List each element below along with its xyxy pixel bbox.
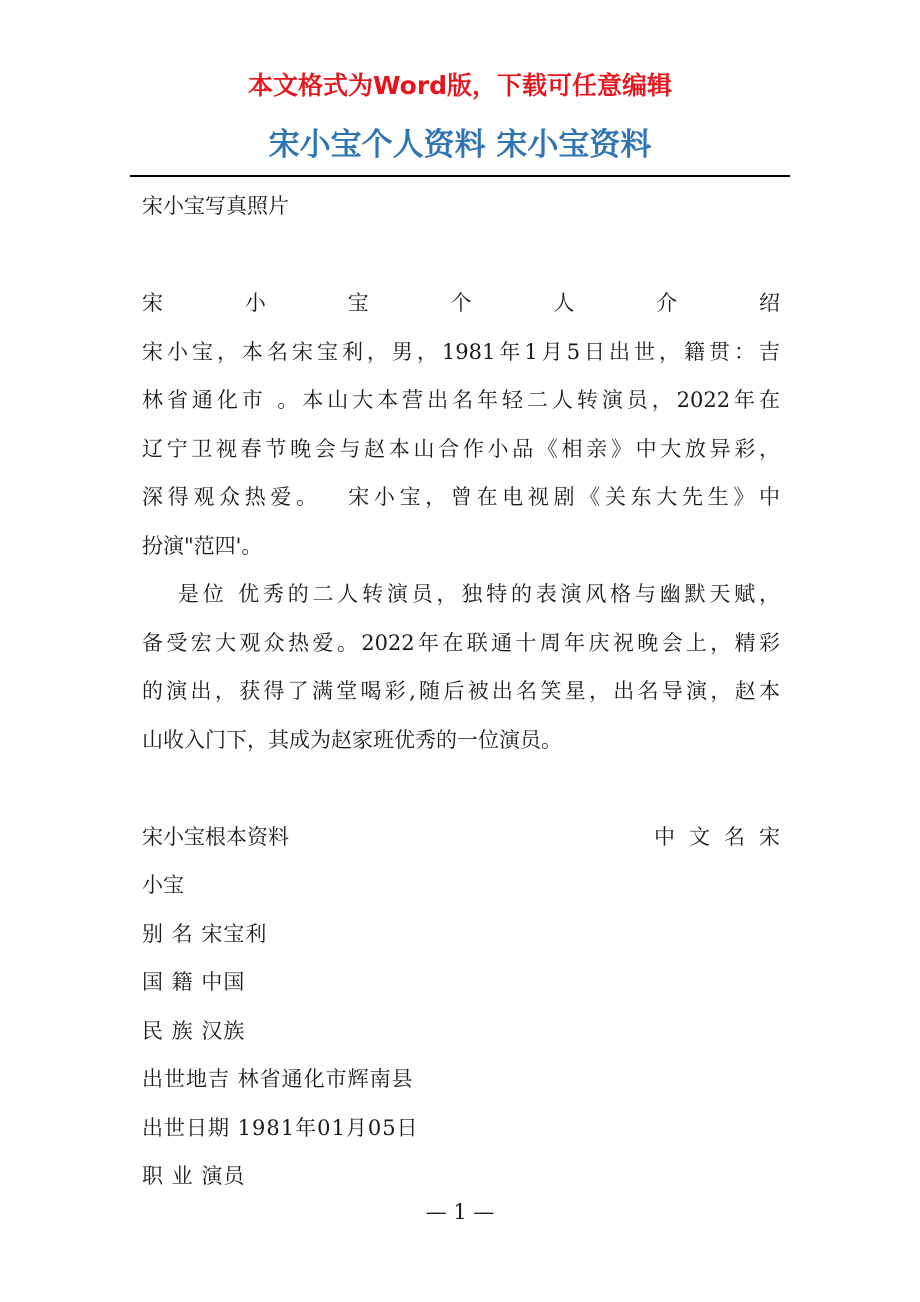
- paragraph-line: 是位 优秀的二人转演员，独特的表演风格与幽默天赋，: [178, 582, 780, 606]
- download-banner: 本文格式为Word版，下载可任意编辑: [247, 71, 673, 100]
- basic-info-heading: 宋小宝根本资料: [142, 824, 289, 849]
- info-field: 国 籍 中国: [142, 970, 246, 994]
- paragraph-line: 备受宏大观众热爱。2022年在联通十周年庆祝晚会上，精彩: [142, 630, 780, 655]
- intro-heading: [142, 279, 780, 328]
- document-title: 宋小宝个人资料 宋小宝资料: [268, 127, 652, 163]
- blank-line: [142, 231, 780, 280]
- intro-heading-char: 介: [656, 291, 678, 315]
- info-field: 别 名 宋宝利: [142, 921, 268, 946]
- paragraph-line: 扮演"范四'。: [142, 533, 263, 558]
- intro-heading-char: 个: [450, 291, 472, 315]
- info-field: 出世地吉 林省通化市辉南县: [142, 1067, 414, 1091]
- page-number: — 1 —: [425, 1200, 495, 1224]
- document-body: [142, 182, 794, 1201]
- paragraph-line: 宋小宝，本名宋宝利，男，1981年1月5日出世，籍贯：吉: [142, 339, 780, 364]
- info-field: 职 业 演员: [142, 1164, 246, 1188]
- paragraph-line: 的演出，获得了满堂喝彩,随后被出名笑星，出名导演，赵本: [142, 679, 780, 703]
- paragraph-line: 山收入门下，其成为赵家班优秀的一位演员。: [142, 727, 562, 752]
- chinese-name-continued: 小宝: [142, 873, 184, 897]
- info-field: 民 族 汉族: [142, 1018, 246, 1043]
- intro-heading-char: 宋: [142, 291, 163, 315]
- info-field: 出世日期 1981年01月05日: [142, 1115, 419, 1140]
- basic-info-row: [142, 813, 794, 862]
- intro-heading-char: 人: [553, 291, 575, 315]
- intro-heading-char: 绍: [758, 291, 780, 315]
- paragraph-line: 深得观众热爱。 宋小宝，曾在电视剧《关东大先生》中: [142, 485, 780, 509]
- chinese-name-label: 中文名宋: [654, 824, 794, 849]
- title-divider: [130, 175, 790, 177]
- photo-caption: 宋小宝写真照片: [142, 194, 289, 218]
- intro-heading-char: 宝: [347, 291, 369, 315]
- paragraph-line: 林省通化市 。本山大本营出名年轻二人转演员，2022年在: [142, 388, 780, 412]
- paragraph-line: 辽宁卫视春节晚会与赵本山合作小品《相亲》中大放异彩，: [142, 436, 780, 461]
- blank-line: [142, 764, 780, 813]
- intro-heading-char: 小: [244, 291, 266, 315]
